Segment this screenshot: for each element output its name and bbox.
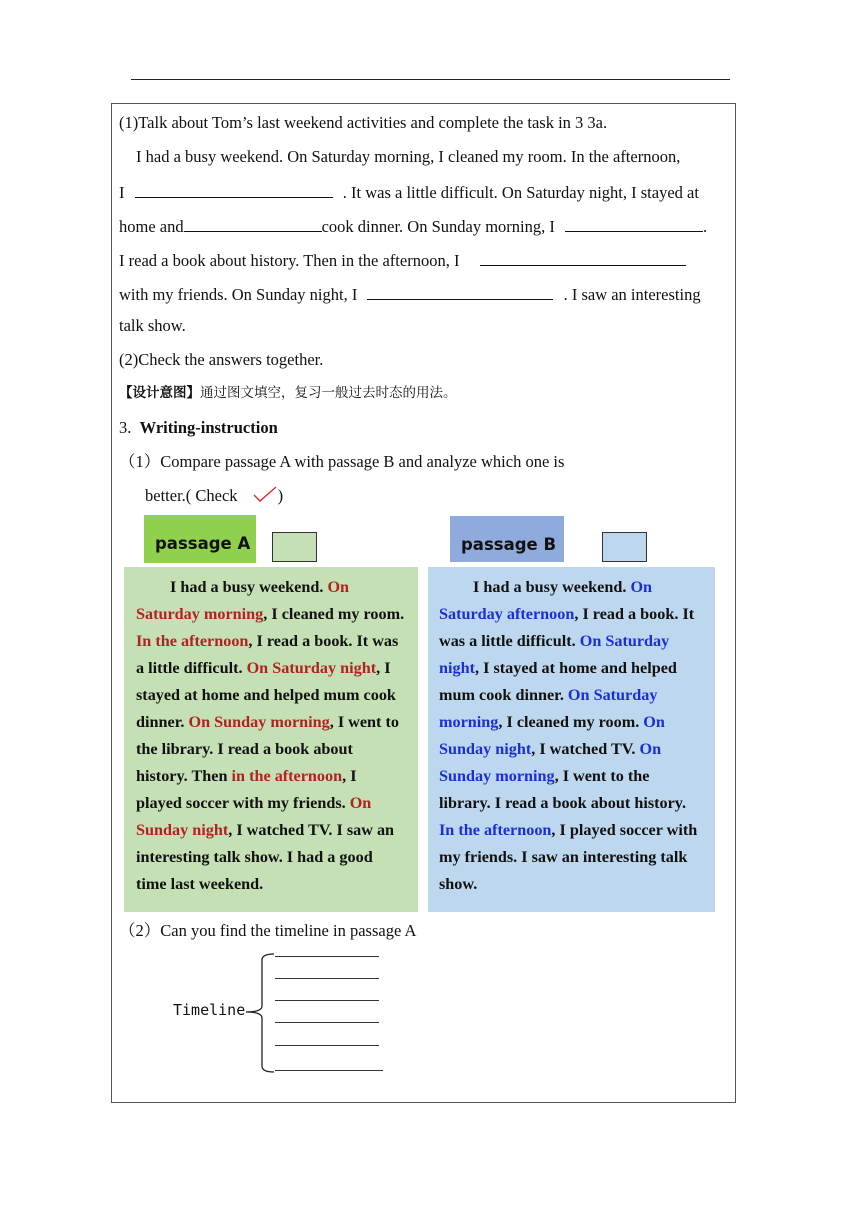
passage-line-3: home and cook dinner. On Sunday morning, I . (119, 217, 708, 236)
passage-line-2: I . It was a little difficult. On Saturday night, I stayed at (119, 183, 699, 202)
design-intent-note: 【设计意图】通过图文填空，复习一般过去时态的用法。 (119, 385, 457, 401)
passage-a-checkbox[interactable] (272, 532, 317, 562)
passage-text: , I watched TV. I saw an interesting talk show. I had a good time last weekend. (136, 821, 395, 893)
passage-text: , I played soccer with my friends. I saw an interesting talk show. (439, 821, 698, 893)
time-phrase: On Saturday night (246, 659, 377, 677)
passage-text: , I went to the library. I read a book about history. (439, 767, 687, 812)
timeline-blank-2[interactable] (275, 978, 379, 979)
time-phrase: in the afternoon (231, 767, 343, 785)
passage-text: , I read a book. It was a little difficult. (439, 605, 695, 650)
passage-text: , I went to the library. I read a book about history. Then (136, 713, 399, 785)
answer-blank-5[interactable] (367, 283, 553, 300)
passage-b-text (428, 567, 715, 912)
timeline-blank-1[interactable] (275, 956, 379, 957)
timeline-blank-4[interactable] (275, 1022, 379, 1023)
timeline-blank-5[interactable] (275, 1045, 379, 1046)
time-phrase: On Saturday morning (439, 686, 658, 731)
time-phrase: On Sunday night (439, 713, 665, 758)
answer-blank-3[interactable] (565, 215, 703, 232)
timeline-blank-6[interactable] (275, 1070, 383, 1071)
writing-instruction-heading: 3. Writing-instruction (119, 418, 278, 437)
passage-b-checkbox[interactable] (602, 532, 647, 562)
time-phrase: On Sunday night (136, 794, 372, 839)
passage-text: , I played soccer with my friends. (136, 767, 357, 812)
compare-question-cont: better.( Check ) (145, 486, 284, 505)
time-phrase: In the afternoon (439, 821, 552, 839)
passage-a-tag: passage A (144, 515, 256, 563)
passage-text: , I read a book. It was a little difficult. (136, 632, 399, 677)
passage-text: , I stayed at home and helped mum cook dinner. (136, 659, 396, 731)
header-rule (131, 79, 730, 80)
passage-text: , I cleaned my room. (498, 713, 644, 731)
time-phrase: In the afternoon (136, 632, 249, 650)
passage-text: , I cleaned my room. (263, 605, 405, 623)
compare-question: （1）Compare passage A with passage B and analyze which one is (119, 452, 565, 471)
time-phrase: On Saturday night (439, 632, 670, 677)
timeline-brace-icon (242, 952, 276, 1074)
passage-line-5: with my friends. On Sunday night, I . I saw an interesting (119, 285, 701, 304)
time-phrase: On Saturday afternoon (439, 578, 653, 623)
passage-line-6: talk show. (119, 316, 186, 335)
passage-line-4: I read a book about history. Then in the afternoon, I (119, 249, 686, 271)
passage-text: , I stayed at home and helped mum cook dinner. (439, 659, 677, 704)
passage-b-tag: passage B (450, 516, 564, 562)
timeline-blank-3[interactable] (275, 1000, 379, 1001)
passage-text: I had a busy weekend. (170, 578, 328, 596)
passage-text: , I watched TV. (531, 740, 640, 758)
check-mark-icon (252, 485, 278, 503)
time-phrase: On Sunday morning (439, 740, 662, 785)
answer-blank-2[interactable] (184, 215, 322, 232)
passage-line-1: I had a busy weekend. On Saturday morning, I cleaned my room. In the afternoon, (136, 147, 681, 166)
answer-blank-1[interactable] (135, 181, 333, 198)
task-heading: (1)Talk about Tom’s last weekend activities and complete the task in 3 3a. (119, 113, 608, 132)
timeline-question: （2）Can you find the timeline in passage A (119, 921, 417, 940)
time-phrase: On Sunday morning (188, 713, 330, 731)
answer-blank-4[interactable] (480, 249, 686, 266)
passage-a-text (124, 567, 418, 912)
timeline-label: Timeline (173, 1001, 246, 1019)
check-instruction: (2)Check the answers together. (119, 350, 324, 369)
passage-text: I had a busy weekend. (473, 578, 631, 596)
time-phrase: On Saturday morning (136, 578, 350, 623)
